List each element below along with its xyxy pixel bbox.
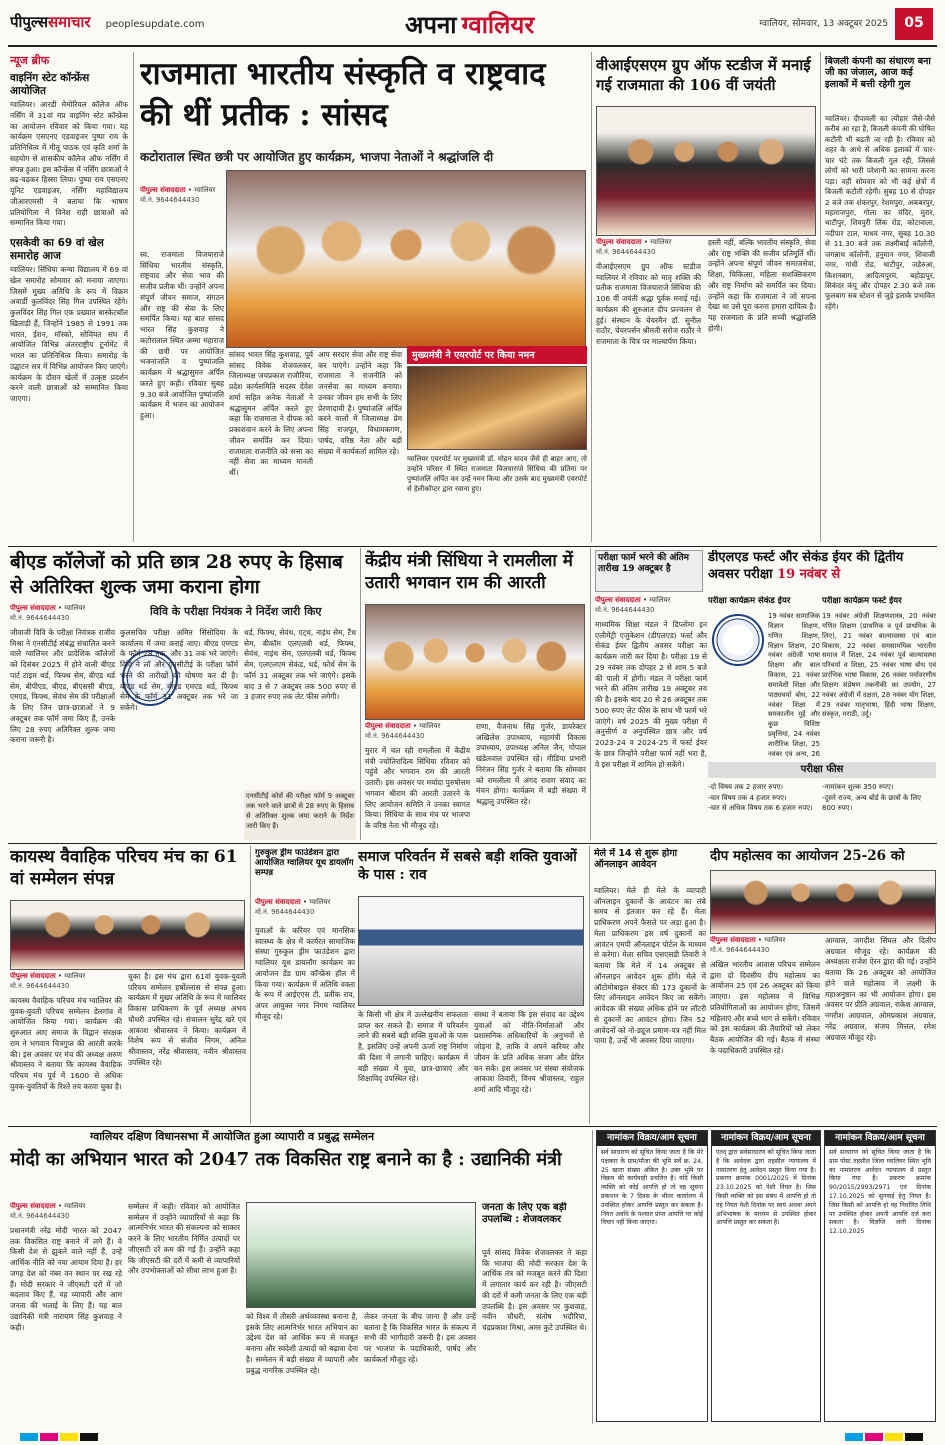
bed-note: एनसीटीई कोर्स की परीक्षा फॉर्म 9 अक्टूबर तक भरने वाले छात्रों से 28 रुपए के हिसाब से अतिरिक्त शुल्क जमा कराने के निर्देश जारी किए हैं। xyxy=(244,790,356,840)
lead-byline: पीपुल्स संवाददाता • ग्वालियर मो.नं. 9644644430 xyxy=(140,186,224,222)
deep-headline: दीप महोत्सव का आयोजन 25-26 को xyxy=(710,848,905,864)
bed-subhead: विवि के परीक्षा नियंत्रक ने निर्देश जारी किए xyxy=(150,605,322,618)
registration-mark xyxy=(905,1433,923,1441)
cm-airport-photo xyxy=(407,366,587,450)
second-year-schedule: 19 नवंबर सामाजिक विज्ञान शिक्षण, गणित शिक्षण, विज्ञान शिक्षण, 20 नवंबर अंग्रेजी भाषा शिक्षण और बाल विकास, 21 नवंबर समावेशी शिक्षा और पाठ्यचर्या बोध, 22 नवंबर शिक्षा में समकालीन मुद्दे और कुछ विशिष्ट प्रवृत्तियां, 24 नवंबर शारीरिक शिक्षा, 25 नवंबर एवं अन्य, 26 xyxy=(768,612,820,758)
byline-mobile: मो.नं. 9644644430 xyxy=(365,732,425,740)
byline-name: पीपुल्स संवाददाता xyxy=(10,604,56,612)
dled-headline-text: डीएलएड फर्स्ट और सेकंड ईयर की द्वितीय अवसर परीक्षा xyxy=(708,550,904,582)
lead-subhead: कटोराताल स्थित छत्री पर आयोजित हुए कार्यक्रम, भाजपा नेताओं ने श्रद्धांजलि दी xyxy=(140,150,494,164)
byline-mobile: मो.नं. 9644644430 xyxy=(140,196,200,204)
byline-city: ग्वालियर xyxy=(64,972,86,980)
notice-1 xyxy=(596,1130,708,1422)
modi-col-2: सम्मेलन में कही। रविवार को आयोजित सम्मेलन में उन्होंने व्यापारियों से कहा कि आत्मनिर्भर भारत की संकल्पना को साकार करने के लिए भारतीय निर्मित उत्पादों पर जीएसटी दरें कम की गई हैं। उन्होंने कहा कि जीएसटी की दरों में कमी से व्यापारियों और उपभोक्ताओं को सीधा लाभ हुआ है। xyxy=(128,1202,240,1276)
scindia-col-2: राणा, वैजनाथ सिंह गुर्जर, डायरेक्टर अखिलेश उपाध्याय, महामंत्री विकास उपाध्याय, उपाध्यक्ष अनिल जैन, गोपाल खंडेलवाल उपस्थित रहे। मीडिया प्रभारी निरंजन सिंह गुर्जर ने बताया कि सोमवार को रामलीला में अंगद रावण संवाद का मंचन होगा। कार्यक्रम में बड़ी संख्या में श्रद्धालु उपस्थित रहे। xyxy=(476,722,586,807)
first-year-schedule: 19 नवंबर अंग्रेजी शिक्षणशास्त्र, 20 नवंबर गणित शिक्षण (प्राथमिक व पूर्व प्राथमिक के लिए), 21 नवंबर बाल्यावस्था एवं बाल विकास, 22 नवंबर समसामयिक भारतीय समाज में शिक्षा, 24 नवंबर पूर्व बाल्यावस्था परिचर्या व शिक्षा, 25 नवंबर भाषा बोध एवं प्रारंभिक भाषा विकास, 26 नवंबर पर्यावरणीय शिक्षण संप्रेषण तकनीकी का उपयोग, 27 नवंबर अंग्रेजी में दक्षता, 28 नवंबर योग शिक्षा, 29 नवंबर मातृभाषा, हिंदी भाषा शिक्षण, संस्कृत, मराठी, उर्दू। xyxy=(822,612,936,719)
byline-city: ग्वालियर xyxy=(309,898,331,906)
modi-photo xyxy=(246,1202,476,1308)
fee-item: -दूसरे राज्य, अन्य बोर्ड के छात्रों के लिए 800 रुपए। xyxy=(822,793,921,812)
news-brief-column xyxy=(10,53,128,543)
byline-city: ग्वालियर xyxy=(194,186,216,194)
notice-heading: नामांकन विक्रय/आम सूचना xyxy=(597,1131,707,1146)
byline-mobile: मो.नं. 9644644430 xyxy=(595,606,655,614)
kayasth-col-1: कायस्थ वैवाहिक परिचय मंच ग्वालियर की युवक-युवती परिचय सम्मेलन डेलगांव में आयोजित किया गया। कार्यक्रम की शुरुआत आए समाज के विद्वान संरक्षक राम ने भगवान चित्रगुप्त की आरती करके की। इस अवसर पर मंच की अध्यक्ष अरुण श्रीवास्तव ने बताया कि कायस्थ वैवाहिक परिचय मंच पूर्व में 1600 से अधिक युवक-युवतियों के रिश्ते तय करवा चुका है। xyxy=(10,996,122,1091)
masthead-rule xyxy=(8,45,937,47)
notice-heading: नामांकन विक्रय/आम सूचना xyxy=(712,1131,820,1146)
power-body: ग्वालियर। दीपावली का त्यौहार जैसे-जैसे करीब आ रहा है, बिजली कंपनी की घोषित कटौती भी बढ़ती जा रही है। रविवार को शहर के आधे से अधिक इलाकों में चार-चार घंटे तक बिजली गुल रही, जिससे लोगों को भारी परेशानी का सामना करना पड़ा। वहीं सोमवार को भी कई क्षेत्रों में बिजली कटौती रहेगी। सुबह 10 से दोपहर 2 बजे तक शंकरपुर, रेशमपुरा, अकबरपुर, महाराजपुरा, गोला का मंदिर, मुरार, थाटीपुर, शिवपुरी लिंक रोड, कोटावाला, नदीपार टाल, माधव नगर, सुबह 10.30 से 11.30 बजे तक लक्ष्मीबाई कॉलोनी, जगन्नाथ कॉलोनी, हनुमान नगर, शिवाजी नगर, गांधी रोड, थाटीपुर, जडेरुआ, किशनबाग, आदित्यपुरम, बहोड़ापुर, सिकंदर कंपू और दोपहर 2.30 बजे तक फूलबाग सब स्टेशन से जुड़े इलाके प्रभावित रहेंगे। xyxy=(825,114,935,311)
byline-name: पीपुल्स संवाददाता xyxy=(596,238,642,246)
byline-city: ग्वालियर xyxy=(764,936,786,944)
vias-col-1: वीआईएसएम ग्रुप ऑफ स्टडीज ग्वालियर में रविवार को मातृ शक्ति की प्रतीक राजमाता विजयाराजे सिंधिया की 106 वीं जयंती श्रद्धा पूर्वक मनाई गई। कार्यक्रम की शुरुआत दीप प्रज्वलन से हुई। संस्थान के चेयरमैन डॉ. सुनील राठौर, चेयरपर्सन श्रीमती सरोज राठौर ने राजमाता के चित्र पर माल्यार्पण किया। xyxy=(596,262,701,347)
bed-col-2: कुलसचिव परीक्षा अमित सिंसोदिया के कार्यालय में जमा कराई जाए। बीएड एमएड के फॉर्म 28 तक, और 31 तक भरे जाएंगे। विवि ने लॉ और एनसीटीई के परीक्षा फॉर्म भरने की तारीखों की घोषणा कर दी है। बीएड थर्ड सेम, बीएड एमएड थर्ड, फिफ्थ सेम के फॉर्म 31 अक्टूबर तक भरे जा सकेंगे। xyxy=(120,628,238,713)
notice-heading: नामांकन विक्रय/आम सूचना xyxy=(825,1131,935,1146)
notice-body: एतद् द्वारा सर्वसाधारण को सूचित किया जाता है कि आवेदक द्वारा तहसील न्यायालय में नामांतरण हेतु आवेदन प्रस्तुत किया गया है। प्रकरण क्रमांक 0001/2025 में दिनांक 23.10.2025 को पेशी नियत है। जिस किसी व्यक्ति को इस संबंध में आपत्ति हो तो वह नियत पेशी दिनांक पर स्वयं अथवा अपने अभिभाषक के माध्यम से उपस्थित होकर आपत्ति प्रस्तुत कर सकता है। xyxy=(716,1149,816,1227)
deep-photo xyxy=(710,870,936,934)
modi-byline: पीपुल्स संवाददाता • ग्वालियर मो.नं. 9644644430 xyxy=(10,1202,120,1224)
divider xyxy=(820,52,821,542)
dled-headline xyxy=(708,550,936,592)
youth-kicker: गुरुकुल ड्रीम फाउंडेशन द्वारा आयोजित ग्वालियर यूथ डायलॉग सम्पन्न xyxy=(255,848,354,879)
byline-city: ग्वालियर xyxy=(64,1202,86,1210)
power-headline: बिजली कंपनी का संधारण बना जी का जंजाल, आज कई इलाकों में बत्ती रहेगी गुल xyxy=(825,56,931,90)
exam-body: माध्यमिक शिक्षा मंडल ने डिप्लोमा इन एलीमेंट्री एजुकेशन (डीएलएड) फर्स्ट और सेकंड ईयर द्वितीय अवसर परीक्षा का कार्यक्रम जारी कर दिया है। परीक्षा 19 से 29 नवंबर तक दोपहर 2 से शाम 5 बजे की पाली में होगी। मंडल ने परीक्षा फार्म भरने की अंतिम तारीख 19 अक्टूबर तय की है। इसके बाद 20 से 26 अक्टूबर तक 500 रुपए लेट फीस के साथ भी फार्म भरे जाएंगे। वर्ष 2025 की मुख्य परीक्षा में अनुत्तीर्ण व अनुपस्थित छात्र और वर्ष 2023-24 व 2024-25 में फर्स्ट ईयर के छात्र जिन्होंने परीक्षा फार्म नहीं भरा है, वे इस परीक्षा में शामिल हो सकेंगे। xyxy=(595,620,707,769)
exam-fee-list-right xyxy=(822,782,936,840)
kayasth-byline: पीपुल्स संवाददाता • ग्वालियर मो.नं. 9644644430 xyxy=(10,972,120,994)
scindia-photo xyxy=(365,604,585,720)
logo-right: समाचार xyxy=(48,13,91,31)
byline-city: ग्वालियर xyxy=(650,238,672,246)
kayasth-headline: कायस्थ वैवाहिक परिचय मंच का 61 वां सम्मेलन संपन्न xyxy=(10,847,238,890)
byline-mobile: मो.नं. 9644644430 xyxy=(710,946,770,954)
vias-col-2: हस्ती नहीं, बल्कि भारतीय संस्कृति, सेवा और राष्ट्र भक्ति की सजीव प्रतिमूर्ति थीं। उन्होंने अपना संपूर्ण जीवन समाजसेवा, शिक्षा, चिकित्सा, महिला सशक्तिकरण और राष्ट्र निर्माण को समर्पित कर दिया। उन्होंने कहा कि राजमाता ने जो सपना देखा था उसे पूरा करना हमारा दायित्व है। यह राजमाता के प्रति सच्ची श्रद्धांजलि होगी। xyxy=(708,238,816,333)
byline-mobile: मो.नं. 9644644430 xyxy=(10,1212,70,1220)
byline-mobile: मो.नं. 9644644430 xyxy=(596,248,656,256)
second-year-label: परीक्षा कार्यक्रम सेकंड ईयर xyxy=(708,596,791,606)
registration-mark xyxy=(60,1433,78,1441)
brief-2-headline: एसकेवी का 69 वां खेल समारोह आज xyxy=(10,237,104,262)
fee-item: -चार से अधिक विषय तक 6 हजार रुपए। xyxy=(708,804,813,812)
registration-mark xyxy=(80,1433,98,1441)
cm-photo-banner: मुख्यमंत्री ने एयरपोर्ट पर किया नमन xyxy=(407,346,587,364)
scindia-byline: पीपुल्स संवाददाता • ग्वालियर मो.नं. 9644644430 xyxy=(365,722,485,744)
modi-kicker: ग्वालियर दक्षिण विधानसभा में आयोजित हुआ व्यापारी व प्रबुद्ध सम्मेलन xyxy=(90,1130,375,1143)
page-number: 05 xyxy=(895,8,933,40)
modi-col-1: प्रधानमंत्री नरेंद्र मोदी भारत को 2047 तक विकसित राष्ट्र बनाने में लगे हैं। वे किसी देश से झुकने वाले नहीं हैं, उन्हें आर्थिक नीति को नया आयाम दिया है। हर जगह देश को नंबर वन स्थान पर रख रहे हैं। मोदी सरकार ने जीएसटी दरों में जो बदलाव किए हैं, वह व्यापारी और आम जनता की भलाई के लिए हैं। यह बात उद्यानिकी मंत्री नारायण सिंह कुशवाह ने कही। xyxy=(10,1226,122,1332)
lead-headline: राजमाता भारतीय संस्कृति व राष्ट्रवाद की थीं प्रतीक : सांसद xyxy=(140,56,546,133)
notice-3 xyxy=(824,1130,936,1422)
byline-name: पीपुल्स संवाददाता xyxy=(255,898,301,906)
divider xyxy=(590,548,591,840)
byline-mobile: मो.नं. 9644644430 xyxy=(10,614,70,622)
byline-city: ग्वालियर xyxy=(419,722,441,730)
section-title-red: ग्वालियर xyxy=(461,10,535,39)
fee-item: -नामांकन शुल्क 350 रुपए। xyxy=(822,783,894,791)
deep-byline: पीपुल्स संवाददाता • ग्वालियर मो.नं. 9644644430 xyxy=(710,936,820,958)
notice-body: सर्व साधारण को सूचित किया जाता है कि मेरे पक्षकार के ग्राम/मौजा की भूमि सर्वे क्र. 24, 25 खाता संख्या अंकित है। उक्त भूमि पर विक्रय की कार्यवाही प्रचलित है। यदि किसी व्यक्ति को कोई आपत्ति हो तो वह सूचना प्रकाशन के 7 दिवस के भीतर कार्यालय में उपस्थित होकर आपत्ति प्रस्तुत कर सकता है। नियत अवधि के पश्चात प्राप्त आपत्ति पर कोई विचार नहीं किया जाएगा। xyxy=(601,1149,703,1227)
exam-fee-list-left xyxy=(708,782,820,840)
divider xyxy=(360,548,361,840)
lead-col-3: आप सरदार सेवा और राष्ट्र सेवा कर पाएंगे। उन्होंने कहा कि राजमाता ने राजनीति को जनसेवा का माध्यम बनाया। उनका जीवन हम सभी के लिए प्रेरणादायी है। पुष्पांजलि अर्पित करने वालों में जिलाध्यक्ष प्रेम सिंह राजपूत, विधायकगण, पार्षद, वरिष्ठ नेता और बड़ी संख्या में कार्यकर्ता शामिल रहे। xyxy=(318,350,402,456)
bed-col-1: जीवाजी विवि के परीक्षा नियंत्रक राजीव मिश्रा ने एनसीटीई संबंद्ध संचालित करने वाले ग्वालियर और प्रादेशिक कॉलेजों को दिसंबर 2025 में होने वाली बीएड पार्ट टाइम थर्ड, फिफ्थ सेम, बीएड थर्ड सेम, बीपीएड, बीएड, बीएससी बीएड, एमएड, फिफ्थ, सेवंथ सेम की परीक्षाओं के लिए जिन छात्र-छात्राओं ने 9 अक्टूबर तक फॉर्म जमा किए हैं, उनके लिए 28 रुपए अतिरिक्त शुल्क जमा कराना जरूरी है। xyxy=(10,628,115,745)
exam-fee-heading: परीक्षा फीस xyxy=(708,762,936,778)
youth-byline: पीपुल्स संवाददाता • ग्वालियर मो.नं. 9644644430 xyxy=(255,898,355,922)
section-rule xyxy=(8,1126,937,1127)
deep-col-2: आग्वाल, जगदीश सिंघल और दिलीप अग्रवाल मौजूद रहे। कार्यक्रम की अध्यक्षता राजेश ऐरन द्वारा की गई। उन्होंने बताया कि 26 अक्टूबर को आयोजित होने वाले महोत्सव में लक्ष्मी के महाअनुष्ठान का भी आयोजन होगा। इस अवसर पर प्रीति अग्रवाल, राकेश आग्वाल, नगरीश आग्रवाल, ओमप्रकाश अग्रवाल, नरेंद्र अग्रवाल, संजय मित्तल, रमेश अग्रवाल मौजूद रहे। xyxy=(825,936,936,1042)
registration-mark xyxy=(865,1433,883,1441)
byline-mobile: मो.नं. 9644644430 xyxy=(10,982,70,990)
divider xyxy=(133,52,134,542)
fee-item: -चार विषय तक 4 हजार रुपए। xyxy=(708,793,787,802)
cm-photo-caption: ग्वालियर एयरपोर्ट पर मुख्यमंत्री डॉ. मोहन यादव जैसे ही बाहर आए, तो उन्होंने परिसर में स्थित राजमाता विजयाराजे सिंधिया की प्रतिमा पर पुष्पांजलि अर्पित कर उन्हें नमन किया और उसके बाद मुख्यमंत्री एयरपोर्ट से हेलीकॉप्टर द्वारा रवाना हुए। xyxy=(407,455,587,494)
lead-photo xyxy=(226,170,586,348)
masthead-logo xyxy=(10,12,270,42)
fair-body: ग्वालियर। मेले ही मेले के व्यापारी ऑनलाइन दुकानों के आवंटन का लंबे समय से इंतजार कर रहे हैं। मेला प्राधिकरण अपने फैसले पर अड़ा हुआ है। मेला प्राधिकरण इस वर्ष दुकानों का आवंटन एमपी ऑनलाइन पोर्टल के माध्यम से करेगा। मेला सचिव एसएसडी तिवारी ने बताया कि मेले में 14 अक्टूबर से ऑनलाइन आवेदन शुरू होंगे। मेले में ऑटोमोबाइल सेक्टर की 173 दुकानों के लिए ऑनलाइन आवेदन किए जा सकेंगे। आवेदक की संख्या अधिक होने पर लॉटरी से दुकानों का आवंटन होगा। जिन 52 आवेदनों को नो-ड्यूज प्रमाण-पत्र नहीं मिल पाया है, उन्हें भी अवसर दिया जाएगा। xyxy=(594,886,706,1046)
lead-col-2: सांसद भारत सिंह कुशवाह, पूर्व सांसद विवेक शेजवलकर, जिलाध्यक्ष जयप्रकाश राजौरिया, प्रदेश कार्यसमिति सदस्य देवेश शर्मा सहित अनेक नेताओं ने श्रद्धासुमन अर्पित करते हुए कहा कि राजमाता ने दीपक को प्रकाशवान करने के लिए अपना जीवन समर्पित कर दिया। राजमाता राजनीति को सत्ता का नहीं सेवा का माध्यम मानती थीं। xyxy=(229,350,313,478)
youth-photo xyxy=(358,896,584,1006)
registration-mark xyxy=(40,1433,58,1441)
youth-col-1: युवाओं के करियर एवं मानसिक स्वास्थ्य के क्षेत्र में कार्यरत सामाजिक संस्था गुरुकुल ड्रीम फाउंडेशन द्वारा ग्वालियर यूथ डायलॉग कार्यक्रम का आयोजन डेंड ग्राम कॉन्फ्रेंस हॉल में किया गया। कार्यक्रम में अतिथि वक्ता के रूप में आईएएस टी. प्रतीक राव, अपर आयुक्त नगर निगम ग्वालियर मौजूद रहे। xyxy=(255,926,355,1021)
registration-mark xyxy=(885,1433,903,1441)
brief-2-body: ग्वालियर। सिंधिया कन्या विद्यालय में 69 वां खेल समारोह सोमवार को मनाया जाएगा। जिसमें मुख्य अतिथि के रूप में विक्रम अवार्डी कुलविंदर सिंह गिल उपस्थित रहेंगे। कुलविंदर सिंह गिल एक प्रख्यात बास्केटबॉल खिलाड़ी हैं, जिन्होंने 1985 से 1991 तक भारत, ईरान, मॉस्को, सोवियत संघ में आयोजित विभिन्न अंतरराष्ट्रीय टूर्नामेंट में भारत का प्रतिनिधित्व किया। समारोह के उद्घाटन सत्र में विभिन्न आयोजन किए जाएंगे। कार्यक्रम के दौरान खेलों में उत्कृष्ट प्रदर्शन करने वाली छात्राओं को सम्मानित किया जाएगा। xyxy=(10,265,128,403)
bed-byline: पीपुल्स संवाददाता • ग्वालियर मो.नं. 9644644430 xyxy=(10,604,140,626)
registration-mark xyxy=(845,1433,863,1441)
divider xyxy=(591,52,592,542)
section-rule xyxy=(8,843,937,844)
logo-left: पीपुल्स xyxy=(10,13,49,31)
news-brief-label: न्यूज ब्रीफ xyxy=(10,54,50,67)
notice-body: सर्व साधारण को सूचित किया जाता है कि ग्राम पोस्ट तहसील जिला ग्वालियर स्थित भूमि का नामांतरण आवेदन न्यायालय में प्रस्तुत किया गया है। प्रकरण क्रमांक 90/2015/2993/2971 एवं दिनांक 17.10.2025 को सुनवाई हेतु नियत है। जिस किसी को आपत्ति हो वह निर्धारित तिथि पर उपस्थित होकर अपनी आपत्ति दर्ज करा सकता है। विज्ञप्ति जारी दिनांक 12.10.2025 xyxy=(829,1149,931,1236)
vias-photo xyxy=(596,106,816,236)
fair-headline: मेले में 14 से शुरू होगा ऑनलाइन आवेदन xyxy=(594,848,678,871)
dateline: ग्वालियर, सोमवार, 13 अक्टूबर 2025 xyxy=(759,19,888,29)
dled-headline-red: 19 नवंबर से xyxy=(777,566,841,582)
lead-col-1: स्व. राजमाता विजयाराजे सिंधिया भारतीय संस्कृति, राष्ट्रवाद और सेवा भाव की सजीव प्रतीक थीं। उन्होंने अपना संपूर्ण जीवन समाज, संगठन और राष्ट्र की सेवा के लिए समर्पित किया। यह बात सांसद भारत सिंह कुशवाह ने कटोराताल स्थित अम्मा महाराज की छत्री पर आयोजित भजनांजलि व पुष्पांजलि कार्यक्रम में श्रद्धासुमन अर्पित करते हुए कही। रविवार सुबह 9.30 बजे आयोजित पुष्पांजलि कार्यक्रम में भजन का आयोजन हुआ। xyxy=(140,250,224,421)
youth-headline: समाज परिवर्तन में सबसे बड़ी शक्ति युवाओं के पास : राव xyxy=(358,849,577,884)
section-title-plain: अपना xyxy=(405,10,457,39)
bed-headline: बीएड कॉलेजों को प्रति छात्र 28 रुपए के हिसाब से अतिरिक्त शुल्क जमा कराना होगा xyxy=(10,551,343,598)
bed-col-3: थर्ड, फिफ्थ, सेवंथ, एट्थ, नाइंथ सेम, टैंथ सेम, बीकॉम एलएलबी थर्ड, फिफ्थ, सेवंथ, नाइंथ सेम, एलएलबी थर्ड, फिफ्थ सेम, एलएलएम सेकंड, थर्ड, फोर्थ सेम के फॉर्म 31 अक्टूबर तक भरे जाएंगे। इसके बाद 3 से 7 अक्टूबर तक 500 रुपए से 3 हजार रुपए तक लेट फीस लगेगी। xyxy=(244,628,356,702)
deep-col-1: अखिल भारतीय आवास परिचय सम्मेलन द्वारा दो दिवसीय दीप महोत्सव का आयोजन 25 एवं 26 अक्टूबर को किया जाएगा। इस महोत्सव में विभिन्न प्रतियोगिताओं का आयोजन होगा, जिसमें महिलाएं और बच्चे भाग ले सकेंगे। रविवार को इस कार्यक्रम की तैयारियों को लेकर बैठक आयोजित की गई। बैठक में संस्था के पदाधिकारी उपस्थित रहे। xyxy=(710,960,820,1055)
byline-mobile: मो.नं. 9644644430 xyxy=(255,908,315,916)
exam-deadline-text: परीक्षा फार्म भरने की अंतिम तारीख 19 अक्टूबर है xyxy=(598,553,690,574)
byline-name: पीपुल्स संवाददाता xyxy=(10,972,56,980)
exam-deadline-box xyxy=(595,550,703,592)
scindia-headline: केंद्रीय मंत्री सिंधिया ने रामलीला में उतारी भगवान राम की आरती xyxy=(365,551,573,594)
section-title xyxy=(405,8,605,42)
janata-headline: जनता के लिए एक बड़ी उपलब्धि : शेजवलकर xyxy=(482,1202,567,1225)
byline-name: पीपुल्स संवाददाता xyxy=(595,596,641,604)
youth-col-3: संस्था ने बताया कि इस संवाद का उद्देश्य युवाओं को नीति-निर्माताओं और प्रशासनिक अधिकारियों के अनुभवों से जोड़ना है, ताकि वे अपने करियर और जीवन के प्रति अधिक सजग और प्रेरित बन सकें। इस अवसर पर संस्था संयोजक आकाश तिवारी, विनय श्रीवास्तव, राहुल शर्मा आदि मौजूद रहे। xyxy=(474,1010,584,1095)
divider xyxy=(250,846,251,1124)
first-year-label: परीक्षा कार्यक्रम फर्स्ट ईयर xyxy=(822,596,902,606)
vias-headline: वीआईएसएम ग्रुप ऑफ स्टडीज में मनाई गई राजमाता की 106 वीं जयंती xyxy=(596,56,811,94)
fee-item: -दो विषय तक 2 हजार रुपए। xyxy=(708,783,784,791)
site-url[interactable]: peoplesupdate.com xyxy=(105,19,205,30)
scindia-col-1: मुरार में चल रही रामलीला में केंद्रीय मंत्री ज्योतिरादित्य सिंधिया रविवार को पहुंचे और भगवान राम की आरती उतारी। इस अवसर पर मर्यादा पुरुषोत्तम भगवान श्रीराम की आरती उतारने के लिए आयोजन समिति ने उनका स्वागत किया। सिंधिया के साथ मंच पर भाजपा के वरिष्ठ नेता भी मौजूद रहे। xyxy=(365,746,470,831)
byline-name: पीपुल्स संवाददाता xyxy=(10,1202,56,1210)
modi-headline: मोदी का अभियान भारत को 2047 तक विकसित राष्ट्र बनाने का है : उद्यानिकी मंत्री xyxy=(10,1149,562,1170)
brief-1-body: ग्वालियर। आरडी मेमोरियल कॉलेज ऑफ नर्सिंग में 31वां मप्र वाइनिंग स्टेट कॉन्फ्रेंस का आयोजन रविवार को किया गया। यह कार्यक्रम एसएनए एडवाइजर पुष्पा राय के प्रतिनिधित्व में मीतू पाठक एवं कृति शर्मा के सहयोग से शासकीय कॉलेज ऑफ नर्सिंग में संपन्न हुआ। इस कॉन्फ्रेंस में नर्सिंग छात्राओं ने बढ़-चढ़कर हिस्सा लिया। पुष्पा राय एसएनए यूनिट एडवाइजर, नर्सिंग महाविद्यालय जीआरएमसी ने बताया कि भाषण प्रतियोगिता में विनेश राही छात्राओं को सम्मानित किया गया। xyxy=(10,100,128,228)
divider xyxy=(589,846,590,1124)
notice-2 xyxy=(711,1130,821,1422)
modi-col-4: लेकर जनता के बीच जाना है और उन्हें बताना है कि विकसित भारत के संकल्प में सभी की भागीदारी जरूरी है। इस अवसर पर भाजपा के पदाधिकारी, पार्षद और कार्यकर्ता मौजूद रहे। xyxy=(364,1312,476,1364)
byline-name: पीपुल्स संवाददाता xyxy=(140,186,186,194)
section-rule xyxy=(8,546,937,547)
kayasth-col-2: चुका है। इस मंच द्वारा 61वां युवक-युवती परिचय सम्मेलन हर्षोल्लास से संपन्न हुआ। कार्यक्रम में मुख्य अतिथि के रूप में ग्वालियर विकास प्राधिकरण के पूर्व अध्यक्ष अभय चौधरी उपस्थित रहे। संचालन सुरेंद्र खरे एवं आकाश श्रीवास्तव ने किया। कार्यक्रम में विशेष रूप से संजीव निगम, अनिल श्रीवास्तव, नरेंद्र श्रीवास्तव, नवीन श्रीवास्तव उपस्थित रहे। xyxy=(128,972,246,1067)
exam-byline: पीपुल्स संवाददाता • ग्वालियर मो.नं. 9644644430 xyxy=(595,596,703,618)
youth-col-2: के किसी भी क्षेत्र में उल्लेखनीय सफलता प्राप्त कर सकते हैं। समाज में परिवर्तन लाने की सबसे बड़ी शक्ति युवाओं के पास है, इसलिए उन्हें अपनी ऊर्जा राष्ट्र निर्माण की दिशा में लगानी चाहिए। कार्यक्रम में बड़ी संख्या में युवा, छात्र-छात्राएं और शिक्षाविद् उपस्थित रहे। xyxy=(358,1010,468,1084)
vias-byline: पीपुल्स संवाददाता • ग्वालियर मो.नं. 9644644430 xyxy=(596,238,716,260)
byline-name: पीपुल्स संवाददाता xyxy=(365,722,411,730)
byline-city: ग्वालियर xyxy=(649,596,671,604)
byline-city: ग्वालियर xyxy=(64,604,86,612)
kayasth-photo xyxy=(10,900,245,970)
modi-col-3: को विश्व में तीसरी अर्थव्यवस्था बनाना है, इसके लिए आत्मनिर्भर भारत अभियान का उद्देश्य देश को आर्थिक रूप से मजबूत बनाना और स्वदेशी उत्पादों को बढ़ावा देना है। सम्मेलन में बड़ी संख्या में व्यापारी और प्रबुद्ध नागरिक उपस्थित रहे। xyxy=(246,1312,358,1375)
registration-mark xyxy=(20,1433,38,1441)
janata-body: पूर्व सांसद विवेक शेजवलकर ने कहा कि भाजपा की मोदी सरकार देश के आर्थिक तंत्र को मजबूत करने की दिशा में लगातार कार्य कर रही है। जीएसटी की दरों में कमी जनता के लिए एक बड़ी उपलब्धि है। इस अवसर पर कुशवाह, नवीन चौधरी, संतोष भदौरिया, चंद्रप्रकाश मिश्रा, अमर कुटे उपस्थित थे। xyxy=(482,1248,587,1333)
divider xyxy=(592,1130,593,1424)
brief-1-headline: वाइनिंग स्टेट कॉन्फ्रेंस आयोजित xyxy=(10,72,90,97)
byline-name: पीपुल्स संवाददाता xyxy=(710,936,756,944)
